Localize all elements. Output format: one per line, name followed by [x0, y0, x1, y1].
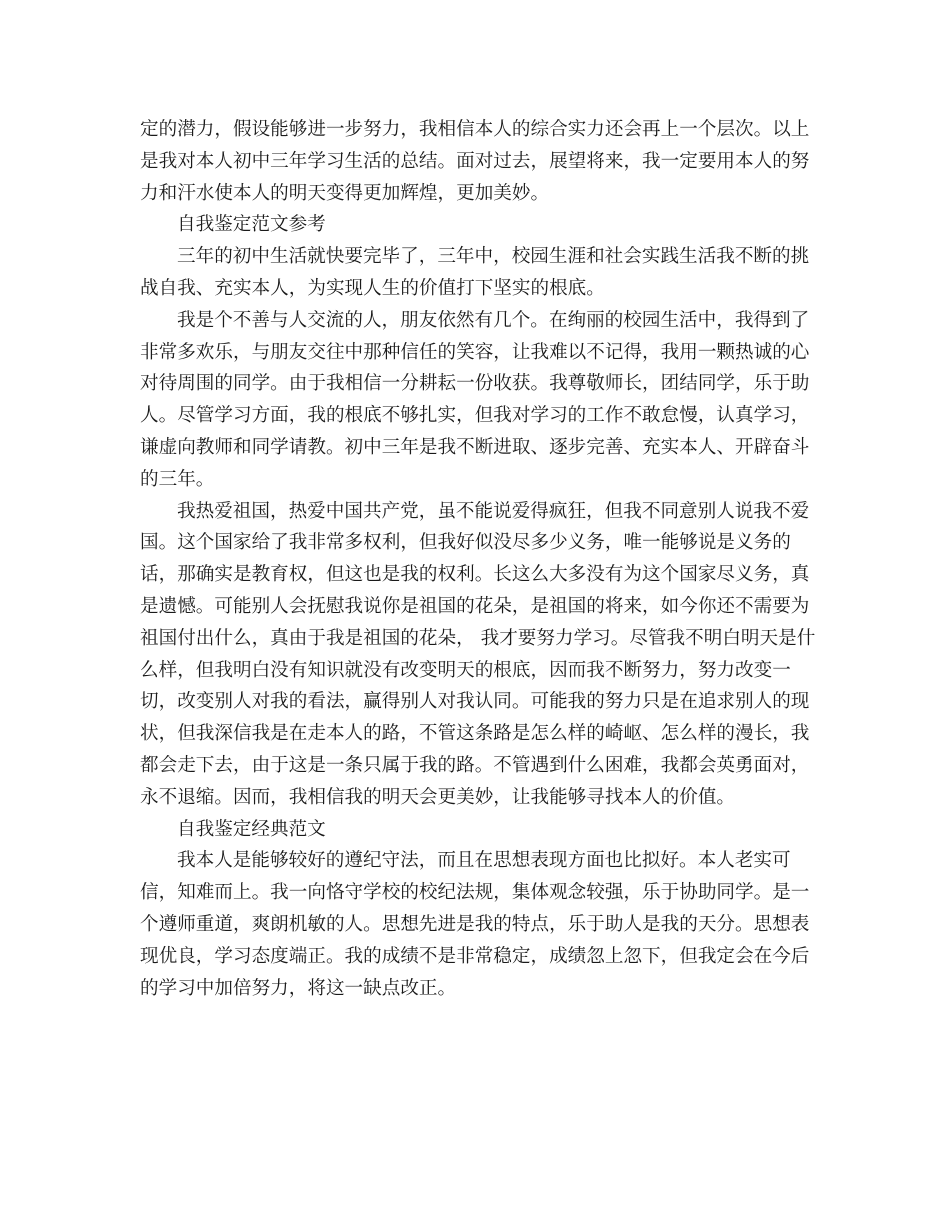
paragraph-continuation: 定的潜力，假设能够进一步努力，我相信本人的综合实力还会再上一个层次。以上是我对本人初中三年学习生活的总结。面对过去，展望将来，我一定要用本人的努力和汗水使本人的明天变得更加辉煌，更加美妙。 — [140, 119, 810, 204]
section-heading-reference: 自我鉴定范文参考 — [177, 214, 326, 236]
paragraph-motherland: 我热爱祖国，热爱中国共产党，虽不能说爱得疯狂，但我不同意别人说我不爱国。这个国家给了我非常多权利，但我好似没尽多少义务，唯一能够说是义务的话，那确实是教育权，但这也是我的权利。长这么大多没有为这个国家尽义务，真是遗憾。可能别人会抚慰我说你是祖国的花朵，是祖国的将来，如今你还不需要为祖国付出什么，真由于我是祖国的花朵， 我才要努力学习。尽管我不明白明天是什么样，但我明白没有知识就没有改变明天的根底，因而我不断努力，努力改变一切，改变别人对我的看法，赢得别人对我认同。可能我的努力只是在追求别人的现状，但我深信我是在走本人的路，不管这条路是怎么样的崎岖、怎么样的漫长，我都会走下去，由于这是一条只属于我的路。不管遇到什么困难，我都会英勇面对，永不退缩。因而，我相信我的明天会更美妙，让我能够寻找本人的价值。 — [140, 500, 816, 808]
document-page — [140, 114, 820, 1004]
paragraph-friends: 我是个不善与人交流的人，朋友依然有几个。在绚丽的校园生活中，我得到了非常多欢乐，与朋友交往中那种信任的笑容，让我难以不记得，我用一颗热诚的心对待周围的同学。由于我相信一分耕耘一份收获。我尊敬师长，团结同学，乐于助人。尽管学习方面，我的根底不够扎实，但我对学习的工作不敢怠慢，认真学习，谦虚向教师和同学请教。初中三年是我不断进取、逐步完善、充实本人、开辟奋斗的三年。 — [140, 309, 810, 490]
paragraph-conduct: 我本人是能够较好的遵纪守法，而且在思想表现方面也比拟好。本人老实可信，知难而上。我一向恪守学校的校纪法规，集体观念较强，乐于协助同学。是一个遵师重道，爽朗机敏的人。思想先进是我的特点，乐于助人是我的天分。思想表现优良，学习态度端正。我的成绩不是非常稳定，成绩忽上忽下，但我定会在今后的学习中加倍努力，将这一缺点改正。 — [140, 850, 810, 999]
section-heading-classic: 自我鉴定经典范文 — [177, 818, 326, 840]
paragraph-intro: 三年的初中生活就快要完毕了，三年中，校园生涯和社会实践生活我不断的挑战自我、充实本人，为实现人生的价值打下坚实的根底。 — [140, 246, 810, 299]
